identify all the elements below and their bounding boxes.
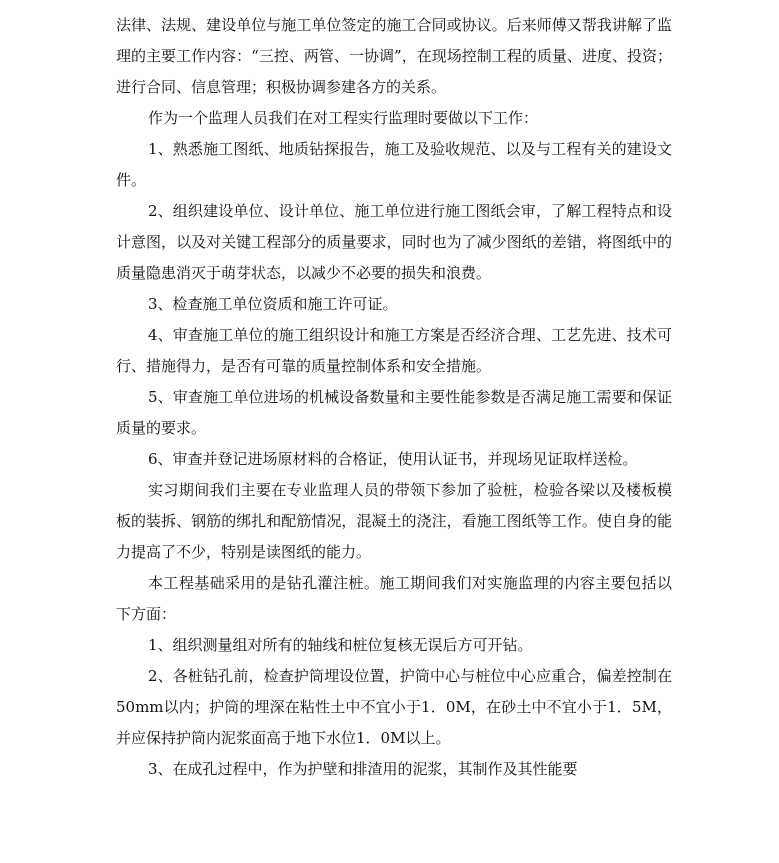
paragraph: 4、审查施工单位的施工组织设计和施工方案是否经济合理、工艺先进、技术可行、措施得力，是否有可靠的质量控制体系和安全措施。 [116, 326, 672, 375]
paragraph: 1、熟悉施工图纸、地质钻探报告，施工及验收规范、以及与工程有关的建设文件。 [116, 140, 672, 189]
paragraph: 本工程基础采用的是钻孔灌注桩。施工期间我们对实施监理的内容主要包括以下方面： [116, 574, 672, 623]
paragraph: 5、审查施工单位进场的机械设备数量和主要性能参数是否满足施工需要和保证质量的要求。 [116, 388, 672, 437]
paragraph: 实习期间我们主要在专业监理人员的带领下参加了验桩，检验各梁以及楼板模板的装拆、钢筋的绑扎和配筋情况，混凝土的浇注，看施工图纸等工作。使自身的能力提高了不少，特别是读图纸的能力。 [116, 481, 672, 561]
paragraph: 2、各桩钻孔前，检查护筒埋设位置，护筒中心与桩位中心应重合，偏差控制在50mm以内；护筒的埋深在粘性土中不宜小于1．0M，在砂土中不宜小于1．5M，并应保持护筒内泥浆面高于地下水位1．0M以上。 [116, 667, 672, 747]
paragraph: 作为一个监理人员我们在对工程实行监理时要做以下工作： [148, 109, 539, 127]
document-page [116, 10, 672, 785]
paragraph: 1、组织测量组对所有的轴线和桩位复核无误后方可开钻。 [148, 636, 533, 654]
paragraph: 6、审查并登记进场原材料的合格证，使用认证书，并现场见证取样送检。 [148, 450, 638, 468]
paragraph: 2、组织建设单位、设计单位、施工单位进行施工图纸会审，了解工程特点和设计意图，以及对关键工程部分的质量要求，同时也为了减少图纸的差错，将图纸中的质量隐患消灭于萌芽状态，以减少不必要的损失和浪费。 [116, 202, 672, 282]
paragraph: 3、检查施工单位资质和施工许可证。 [148, 295, 398, 313]
paragraph: 3、在成孔过程中，作为护壁和排渣用的泥浆，其制作及其性能要 [148, 760, 578, 778]
paragraph: 法律、法规、建设单位与施工单位签定的施工合同或协议。后来师傅又帮我讲解了监理的主要工作内容：“三控、两管、一协调”，在现场控制工程的质量、进度、投资；进行合同、信息管理；积极协调参建各方的关系。 [116, 16, 672, 96]
